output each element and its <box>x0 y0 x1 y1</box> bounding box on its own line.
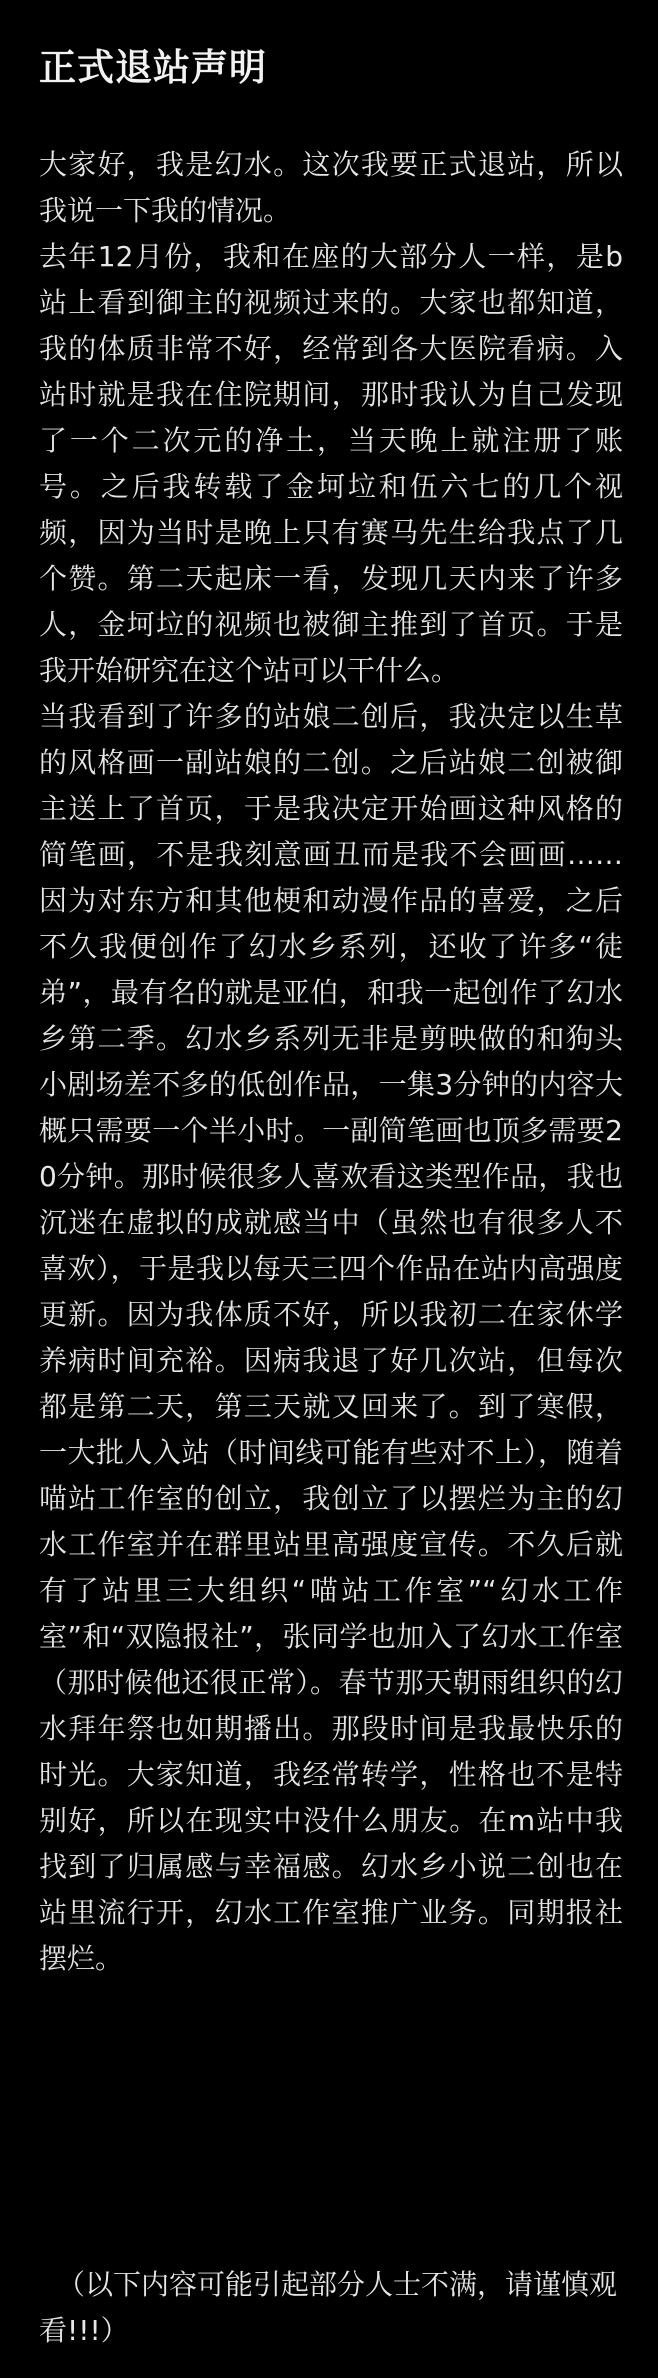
paragraph-joining: 去年12月份，我和在座的大部分人一样，是b站上看到御主的视频过来的。大家也都知道，我的体质非常不好，经常到各大医院看病。入站时就是我在住院期间，那时我认为自己发现了一个二次元的净土，当天晚上就注册了账号。之后我转载了金坷垃和伍六七的几个视频，因为当时是晚上只有赛马先生给我点了几个赞。第二天起床一看，发现几天内来了许多人，金坷垃的视频也被御主推到了首页。于是我开始研究在这个站可以干什么。 <box>39 240 623 687</box>
paragraph-greeting: 大家好，我是幻水。这次我要正式退站，所以我说一下我的情况。 <box>39 148 623 227</box>
content-warning: （以下内容可能引起部分人士不满，请谨慎观看!!!） <box>39 2268 618 2347</box>
document-title: 正式退站声明 <box>39 46 267 89</box>
paragraph-creations: 当我看到了许多的站娘二创后，我决定以生草的风格画一副站娘的二创。之后站娘二创被御主送上了首页，于是我决定开始画这种风格的简笔画，不是我刻意画丑而是我不会画画……因为对东方和其他梗和动漫作品的喜爱，之后不久我便创作了幻水乡系列，还收了许多“徒弟”，最有名的就是亚伯，和我一起创作了幻水乡第二季。幻水乡系列无非是剪映做的和狗头小剧场差不多的低创作品，一集3分钟的内容大概只需要一个半小时。一副简笔画也顶多需要20分钟。那时候很多人喜欢看这类型作品，我也沉迷在虚拟的成就感当中（虽然也有很多人不喜欢），于是我以每天三四个作品在站内高强度更新。因为我体质不好，所以我初二在家休学养病时间充裕。因病我退了好几次站，但每次都是第二天，第三天就又回来了。到了寒假，一大批人入站（时间线可能有些对不上），随着喵站工作室的创立，我创立了以摆烂为主的幻水工作室并在群里站里高强度宣传。不久后就有了站里三大组织“喵站工作室”“幻水工作室”和“双隐报社”，张同学也加入了幻水工作室（那时候他还很正常）。春节那天朝雨组织的幻水拜年祭也如期播出。那段时间是我最快乐的时光。大家知道，我经常转学，性格也不是特别好，所以在现实中没什么朋友。在m站中我找到了归属感与幸福感。幻水乡小说二创也在站里流行开，幻水工作室推广业务。同期报社摆烂。 <box>39 700 623 1975</box>
article-body <box>39 142 623 1982</box>
